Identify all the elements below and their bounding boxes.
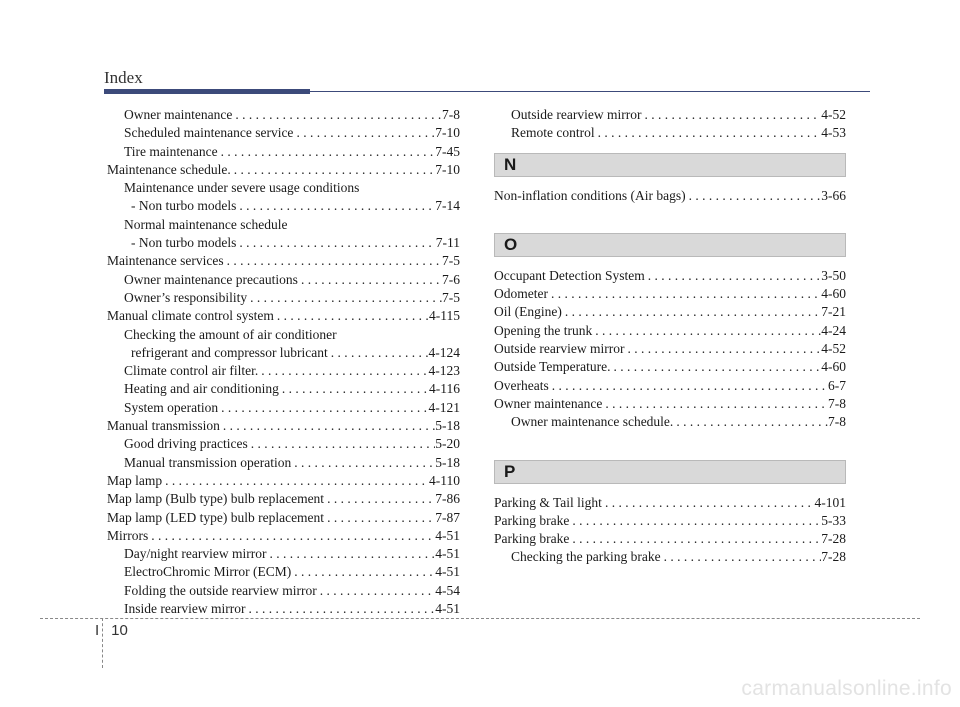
index-entry: [107, 252, 460, 270]
index-entry: [107, 307, 460, 325]
entry-page: 4-124: [428, 344, 460, 360]
header-rule-accent: [104, 89, 310, 94]
index-entry: [494, 358, 846, 376]
dot-leader: [279, 380, 429, 398]
index-entry: [494, 267, 846, 285]
dot-leader: [673, 413, 828, 431]
entry-label: - Non turbo models: [131, 235, 237, 251]
entry-label: Mirrors: [107, 527, 149, 543]
entry-page: 7-28: [821, 531, 846, 547]
index-entry: [494, 548, 846, 566]
index-entry: [494, 303, 846, 321]
entry-label: Parking & Tail light: [494, 494, 602, 510]
dot-leader: [595, 124, 822, 142]
entry-page: 7-8: [828, 414, 846, 430]
entry-label: Map lamp (LED type) bulb replacement: [107, 509, 325, 525]
index-entry: [107, 326, 460, 344]
dot-leader: [641, 106, 821, 124]
entry-label: Occupant Detection System: [494, 267, 645, 283]
index-entry: [107, 362, 460, 380]
entry-page: 7-11: [435, 235, 460, 251]
entry-page: 4-115: [429, 308, 460, 324]
section-letter: I: [95, 622, 100, 639]
entry-label: Heating and air conditioning: [124, 381, 279, 397]
page-number: [95, 622, 128, 639]
index-entry: [494, 106, 846, 124]
dot-leader: [291, 454, 435, 472]
index-entry: [107, 472, 460, 490]
continued-entries: [494, 106, 846, 143]
entry-label: ElectroChromic Mirror (ECM): [124, 564, 292, 580]
entry-page: 4-123: [428, 363, 460, 379]
index-entry: [494, 530, 846, 548]
index-entry: [494, 187, 846, 205]
entry-page: 4-60: [821, 286, 846, 302]
entry-page: 4-60: [821, 359, 846, 375]
entry-label: Day/night rearview mirror: [124, 546, 267, 562]
entry-label: Parking brake: [494, 531, 570, 547]
entry-label: Owner’s responsibility: [124, 289, 248, 305]
dot-leader: [248, 435, 436, 453]
entry-label: System operation: [124, 399, 219, 415]
entry-label: Maintenance under severe usage conditions: [124, 180, 360, 196]
entry-label: Tire maintenance: [124, 143, 218, 159]
entry-page: 4-52: [821, 341, 846, 357]
dot-leader: [645, 267, 822, 285]
index-entry: [107, 435, 460, 453]
entry-label: Manual climate control system: [107, 308, 274, 324]
dot-leader: [236, 197, 435, 215]
page-number-value: 10: [111, 622, 128, 639]
dot-leader: [602, 494, 815, 512]
index-entry: [107, 454, 460, 472]
entry-label: Normal maintenance schedule: [124, 216, 288, 232]
entry-page: 7-86: [435, 491, 460, 507]
index-entry: [494, 512, 846, 530]
index-entry: [107, 161, 460, 179]
dot-leader: [611, 358, 822, 376]
letter-heading-label: N: [504, 154, 517, 174]
dot-leader: [569, 530, 821, 548]
entry-label: Map lamp: [107, 472, 163, 488]
dot-leader: [592, 322, 821, 340]
entry-page: 7-87: [435, 509, 460, 525]
entry-label: Checking the amount of air conditioner: [124, 326, 337, 342]
dot-leader: [274, 307, 429, 325]
entry-page: 5-18: [435, 454, 460, 470]
letter-heading-label: O: [504, 234, 518, 254]
entry-page: 7-21: [821, 304, 846, 320]
section-gap: [494, 432, 846, 450]
index-entry: [107, 582, 460, 600]
index-entry: [107, 527, 460, 545]
entry-page: 4-116: [429, 381, 460, 397]
entry-label: Inside rearview mirror: [124, 601, 246, 617]
dot-leader: [258, 362, 428, 380]
dot-leader: [324, 490, 435, 508]
dot-leader: [549, 377, 828, 395]
entry-page: 3-50: [821, 267, 846, 283]
entry-page: 7-6: [442, 271, 460, 287]
entry-page: 4-51: [435, 601, 460, 617]
entry-label: - Non turbo models: [131, 198, 237, 214]
index-entry: [494, 413, 846, 431]
dot-leader: [624, 340, 821, 358]
entry-page: 4-101: [814, 494, 846, 510]
entry-page: 5-33: [821, 512, 846, 528]
index-entry: [107, 563, 460, 581]
entry-label: Scheduled maintenance service: [124, 125, 294, 141]
entry-label: Owner maintenance: [494, 395, 603, 411]
index-entry: [494, 285, 846, 303]
page-title: Index: [104, 68, 143, 87]
entry-label: Parking brake: [494, 512, 570, 528]
letter-heading: [494, 233, 846, 257]
entry-label: Outside rearview mirror: [511, 107, 642, 122]
entry-page: 7-8: [828, 395, 846, 411]
entry-label: Outside rearview mirror: [494, 341, 625, 357]
entry-label: Owner maintenance precautions: [124, 271, 298, 287]
index-entry: [107, 143, 460, 161]
entry-label: Maintenance schedule.: [107, 161, 231, 177]
dot-leader: [602, 395, 828, 413]
dot-leader: [548, 285, 821, 303]
index-entry: [107, 380, 460, 398]
entry-label: Opening the trunk: [494, 322, 593, 338]
index-entry: [107, 216, 460, 234]
index-entry: [107, 417, 460, 435]
letter-heading-label: P: [504, 461, 516, 481]
entry-label: Checking the parking brake: [511, 549, 661, 565]
index-entry: [107, 197, 460, 215]
dot-leader: [224, 252, 442, 270]
entry-label: Owner maintenance schedule.: [511, 414, 674, 430]
dot-leader: [236, 234, 435, 252]
index-entry: [107, 271, 460, 289]
dot-leader: [245, 600, 435, 618]
dot-leader: [298, 271, 442, 289]
index-column-left: [107, 106, 460, 618]
entry-label: Folding the outside rearview mirror: [124, 582, 317, 598]
entry-page: 7-28: [821, 549, 846, 565]
dot-leader: [324, 509, 435, 527]
dot-leader: [247, 289, 442, 307]
index-entry: [107, 344, 460, 362]
entry-page: 4-54: [435, 582, 460, 598]
dot-leader: [220, 417, 435, 435]
index-entry: [107, 289, 460, 307]
entry-label: Odometer: [494, 286, 548, 302]
entry-label: Maintenance services: [107, 253, 224, 269]
entry-page: 4-110: [429, 472, 460, 488]
index-entry: [494, 340, 846, 358]
entry-page: 4-51: [435, 564, 460, 580]
entry-page: 7-8: [442, 107, 460, 122]
index-entry: [494, 124, 846, 142]
entry-page: 7-5: [442, 253, 460, 269]
watermark: carmanualsonline.info: [741, 677, 952, 700]
entry-label: Manual transmission: [107, 418, 220, 434]
entry-label: Climate control air filter.: [124, 363, 259, 379]
entry-label: Overheats: [494, 377, 549, 393]
entry-page: 5-20: [435, 436, 460, 452]
entry-label: Remote control: [511, 125, 595, 141]
entry-label: Map lamp (Bulb type) bulb replacement: [107, 491, 325, 507]
dot-leader: [291, 563, 435, 581]
dot-leader: [232, 106, 442, 124]
index-column-right: [494, 106, 846, 567]
footer-rule: [40, 618, 920, 619]
entry-page: 7-45: [435, 143, 460, 159]
entry-label: Manual transmission operation: [124, 454, 292, 470]
letter-sections: [494, 153, 846, 567]
entry-label: refrigerant and compressor lubricant: [131, 344, 328, 360]
entry-page: 3-66: [821, 187, 846, 203]
dot-leader: [231, 161, 436, 179]
entry-label: Owner maintenance: [124, 107, 233, 122]
dot-leader: [317, 582, 436, 600]
entry-page: 4-51: [435, 527, 460, 543]
entry-label: Outside Temperature.: [494, 359, 611, 375]
index-entry: [494, 395, 846, 413]
entry-page: 7-14: [435, 198, 460, 214]
entry-page: 5-18: [435, 418, 460, 434]
entry-page: 4-52: [821, 107, 846, 122]
index-entry: [494, 322, 846, 340]
entry-label: Good driving practices: [124, 436, 248, 452]
dot-leader: [328, 344, 429, 362]
index-entry: [107, 600, 460, 618]
entry-page: 6-7: [828, 377, 846, 393]
dot-leader: [562, 303, 821, 321]
index-entry: [107, 179, 460, 197]
letter-heading: [494, 153, 846, 177]
section-gap: [494, 205, 846, 223]
entry-page: 4-51: [435, 546, 460, 562]
dot-leader: [218, 143, 436, 161]
index-entry: [494, 494, 846, 512]
index-entry: [107, 399, 460, 417]
entry-label: Non-inflation conditions (Air bags): [494, 187, 686, 203]
dot-leader: [218, 399, 428, 417]
dot-leader: [293, 124, 435, 142]
dot-leader: [686, 187, 822, 205]
dot-leader: [569, 512, 821, 530]
index-entry: [107, 106, 460, 124]
header-rule: [310, 91, 870, 92]
entry-page: 4-24: [821, 322, 846, 338]
dot-leader: [148, 527, 435, 545]
index-entry: [107, 234, 460, 252]
entry-label: Oil (Engine): [494, 304, 562, 320]
entry-page: 4-121: [428, 399, 460, 415]
entry-page: 4-53: [821, 125, 846, 141]
index-entry: [107, 509, 460, 527]
dot-leader: [162, 472, 429, 490]
entry-page: 7-5: [442, 289, 460, 305]
index-entry: [494, 377, 846, 395]
entry-page: 7-10: [435, 125, 460, 141]
index-entry: [107, 124, 460, 142]
dot-leader: [661, 548, 822, 566]
index-entry: [107, 545, 460, 563]
index-entry: [107, 490, 460, 508]
letter-heading: [494, 460, 846, 484]
entry-page: 7-10: [435, 161, 460, 177]
dot-leader: [266, 545, 435, 563]
